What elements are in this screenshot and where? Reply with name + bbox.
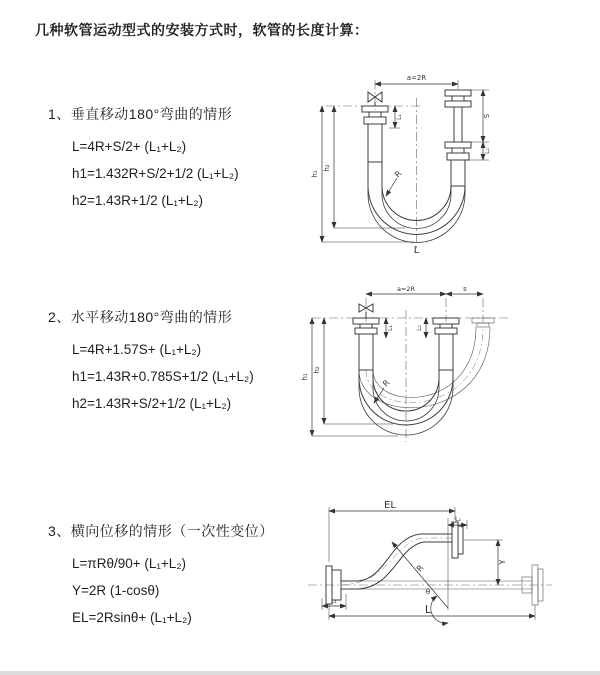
section-3-formulas bbox=[72, 550, 274, 631]
dim-label-s: s bbox=[463, 285, 467, 293]
dim-label-el: EL bbox=[384, 500, 396, 511]
formula-line: L=4R+1.57S+ (L₁+L₂) bbox=[72, 342, 202, 357]
formula-line: L=πRθ/90+ (L₁+L₂) bbox=[72, 556, 187, 571]
dim-label-l2: L₂ bbox=[416, 325, 423, 331]
flange bbox=[445, 142, 471, 148]
phantom-position bbox=[359, 318, 494, 408]
dim-label-h1: h₁ bbox=[301, 373, 309, 381]
dim-label-h1: h₁ bbox=[311, 170, 319, 178]
formula-line: L=4R+S/2+ (L₁+L₂) bbox=[72, 139, 187, 154]
angle-label: θ bbox=[425, 588, 431, 596]
radius-label: R bbox=[414, 563, 426, 574]
section-2-heading: 2、水平移动180°弯曲的情形 bbox=[48, 309, 233, 325]
dim-label-l1: L₁ bbox=[396, 114, 403, 120]
dim-label-l2: L₂ bbox=[484, 148, 491, 154]
radius-label: R bbox=[381, 378, 392, 389]
section-3 bbox=[48, 521, 274, 631]
formula-line: Y=2R (1-cosθ) bbox=[72, 583, 160, 598]
dim-label-y: Y bbox=[498, 559, 507, 565]
dim-label-l1: L₁ bbox=[387, 325, 394, 331]
dim-label-l1: L₁ bbox=[331, 598, 337, 605]
diagram-lateral-displacement-drawing bbox=[300, 498, 590, 668]
section-1-heading: 1、垂直移动180°弯曲的情形 bbox=[48, 106, 233, 122]
flange bbox=[458, 526, 463, 554]
section-3-heading: 3、横向位移的情形（一次性变位） bbox=[48, 523, 274, 539]
formula-line: EL=2Rsinθ+ (L₁+L₂) bbox=[72, 610, 192, 625]
dim-label-a2r: a=2R bbox=[406, 74, 427, 82]
dim-label-l: L bbox=[424, 603, 432, 616]
diagram-lateral-displacement bbox=[300, 498, 590, 668]
centerlines bbox=[326, 80, 458, 250]
section-1 bbox=[48, 104, 239, 214]
section-2 bbox=[48, 307, 254, 417]
braided-hose bbox=[359, 334, 373, 370]
braided-hose bbox=[439, 334, 453, 370]
dim-label-a2r: a=2R bbox=[396, 285, 416, 293]
centerlines bbox=[308, 538, 552, 585]
braided-hose bbox=[368, 124, 382, 162]
dimension-lines bbox=[301, 285, 483, 436]
formula-line: h1=1.432R+S/2+1/2 (L₁+L₂) bbox=[72, 166, 239, 181]
nut bbox=[355, 328, 377, 334]
formula-line: h1=1.43R+0.785S+1/2 (L₁+L₂) bbox=[72, 369, 254, 384]
page-bottom-edge bbox=[0, 671, 600, 675]
page-title: 几种软管运动型式的安装方式时，软管的长度计算： bbox=[35, 22, 369, 38]
radius-label: R bbox=[393, 169, 404, 180]
hose-geometry bbox=[326, 522, 463, 604]
nut bbox=[447, 153, 469, 160]
flange bbox=[445, 101, 471, 107]
dim-label-h2: h₂ bbox=[323, 164, 331, 172]
section-2-formulas bbox=[72, 336, 254, 417]
flange bbox=[445, 90, 471, 96]
length-label: L bbox=[413, 245, 420, 256]
diagram-vertical-bend-drawing bbox=[300, 66, 550, 256]
nut bbox=[364, 117, 386, 124]
nut bbox=[435, 328, 457, 334]
diagram-horizontal-bend-drawing bbox=[298, 282, 590, 452]
braided-hose bbox=[451, 160, 465, 186]
dim-label-h2: h₂ bbox=[313, 366, 321, 374]
dim-label-s: S bbox=[483, 113, 491, 119]
diagram-vertical-bend bbox=[300, 66, 550, 256]
formula-line: h2=1.43R+1/2 (L₁+L₂) bbox=[72, 193, 204, 208]
dimension-lines bbox=[322, 500, 535, 620]
flange bbox=[452, 522, 458, 558]
diagram-horizontal-bend bbox=[298, 282, 590, 452]
formula-line: h2=1.43R+S/2+1/2 (L₁+L₂) bbox=[72, 396, 232, 411]
dim-label-l2: L₂ bbox=[455, 516, 461, 523]
section-1-formulas bbox=[72, 133, 239, 214]
